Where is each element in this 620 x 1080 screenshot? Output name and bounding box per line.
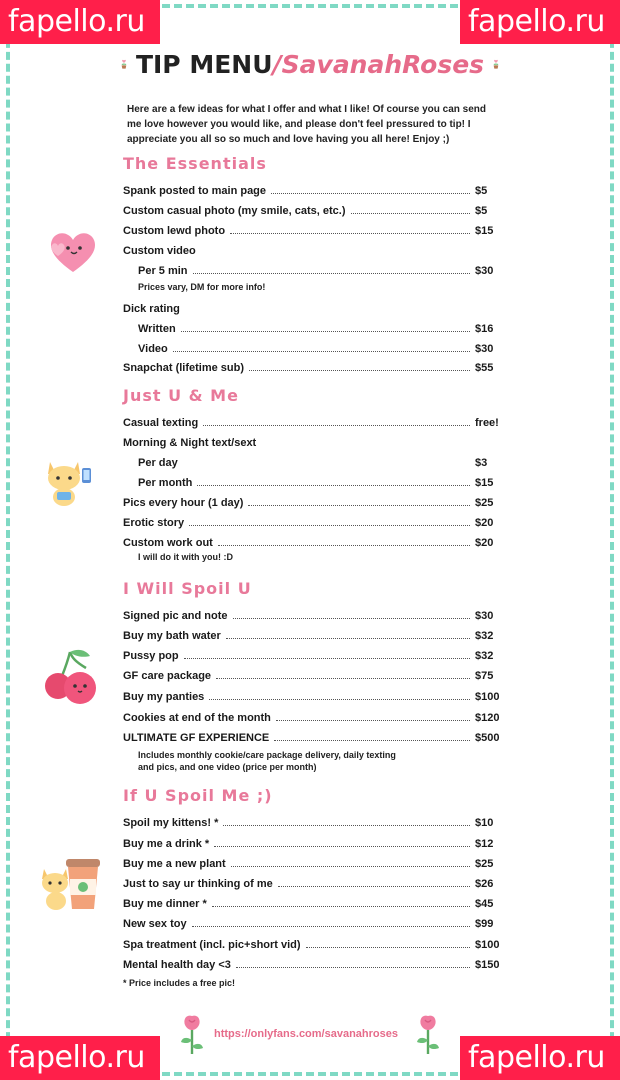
item-label: New sex toy [123,918,187,930]
item-price: $30 [475,610,494,622]
essentials-note: Prices vary, DM for more info! [138,282,266,292]
item-label: Snapchat (lifetime sub) [123,362,245,374]
item-price: $15 [475,477,494,489]
dot-leader [214,846,470,847]
dot-leader [193,273,470,274]
menu-item [123,648,503,662]
item-price: $32 [475,650,494,662]
creator-name: SavanahRoses [281,49,485,79]
menu-item [123,608,503,622]
item-price: $10 [475,817,494,829]
item-label: Buy my panties [123,691,205,703]
potted-plant-icon [492,49,500,79]
menu-item [123,243,503,257]
menu-subitem [138,475,503,489]
section-title-essentials: The Essentials [123,154,267,173]
item-label: Buy me a drink * [123,838,210,850]
item-price: $100 [475,691,500,703]
section-title-spoil-me: If U Spoil Me ;) [123,786,273,805]
dot-leader [249,370,470,371]
dot-leader [192,926,470,927]
menu-subitem [138,341,503,355]
menu-item [123,856,503,870]
menu-item [123,836,503,850]
dot-leader [223,825,470,826]
item-price: $25 [475,858,494,870]
item-label: Written [138,323,176,335]
item-label: Morning & Night text/sext [123,437,257,449]
gf-experience-note-line2: and pics, and one video (price per month) [138,762,317,772]
dot-leader [351,213,470,214]
dot-leader [248,505,470,506]
item-price: $30 [475,343,494,355]
dot-leader [274,740,470,741]
item-price: $16 [475,323,494,335]
menu-item [123,668,503,682]
title-main: TIP MENU [135,49,273,79]
gf-experience-note-line1: Includes monthly cookie/care package delivery, daily texting [138,750,396,760]
item-price: $99 [475,918,494,930]
section-title-spoil-u: I Will Spoil U [123,579,252,598]
menu-item [123,916,503,930]
item-label: Custom video [123,245,196,257]
item-price: $32 [475,630,494,642]
dot-leader [189,525,470,526]
menu-item [123,896,503,910]
item-price: $55 [475,362,494,374]
dot-leader [218,545,470,546]
item-label: Spank posted to main page [123,185,267,197]
page-title [136,50,484,79]
dot-leader [271,193,470,194]
item-label: Spoil my kittens! * [123,817,219,829]
item-label: Erotic story [123,517,185,529]
item-label: Dick rating [123,303,180,315]
dot-leader [236,967,470,968]
item-label: Per day [138,457,178,469]
cat-with-coffee-icon [40,855,104,913]
menu-item [123,730,503,744]
potted-plant-icon [120,49,128,79]
item-label: Buy me dinner * [123,898,207,910]
item-label: Cookies at end of the month [123,712,271,724]
item-price: $12 [475,838,494,850]
page-header [120,46,500,82]
item-price: $45 [475,898,494,910]
item-label: Just to say ur thinking of me [123,878,273,890]
rose-icon [413,1012,443,1056]
menu-item [123,815,503,829]
menu-item [123,203,503,217]
dot-leader [306,947,470,948]
item-label: Video [138,343,168,355]
item-label: GF care package [123,670,212,682]
item-label: Buy me a new plant [123,858,226,870]
menu-item [123,183,503,197]
heart-character-icon [46,228,100,276]
menu-subitem [138,455,503,469]
menu-item [123,415,503,429]
item-label: Custom lewd photo [123,225,226,237]
dot-leader [203,425,470,426]
item-label: Per month [138,477,193,489]
item-label: Buy my bath water [123,630,221,642]
menu-subitem [138,263,503,277]
watermark-top-left: fapello.ru [0,0,160,44]
item-price: $20 [475,517,494,529]
watermark-bottom-left: fapello.ru [0,1036,160,1080]
item-label: Custom casual photo (my smile, cats, etc.) [123,205,346,217]
item-price: $75 [475,670,494,682]
menu-item [123,628,503,642]
item-price: $100 [475,939,500,951]
dot-leader [216,678,470,679]
cat-with-phone-icon [42,452,98,508]
item-label: Mental health day <3 [123,959,231,971]
section-title-just-u-me: Just U & Me [123,386,239,405]
item-price: $5 [475,205,488,217]
dot-leader [226,638,470,639]
menu-item [123,301,503,315]
dot-leader [231,866,470,867]
item-label: Casual texting [123,417,199,429]
dot-leader [209,699,470,700]
item-label: Signed pic and note [123,610,228,622]
free-pic-note: * Price includes a free pic! [123,978,236,988]
item-label: ULTIMATE GF EXPERIENCE [123,732,270,744]
menu-item [123,876,503,890]
menu-subitem [138,321,503,335]
menu-item [123,689,503,703]
item-label: Custom work out [123,537,213,549]
workout-note: I will do it with you! :D [138,552,233,562]
watermark-bottom-right: fapello.ru [460,1036,620,1080]
menu-item [123,957,503,971]
item-price: $500 [475,732,500,744]
item-label: Pussy pop [123,650,179,662]
menu-item [123,515,503,529]
item-price: $15 [475,225,494,237]
item-price: $30 [475,265,494,277]
dot-leader [212,906,470,907]
item-price: $25 [475,497,494,509]
dot-leader [181,331,470,332]
item-label: Per 5 min [138,265,188,277]
title-slash: / [272,49,282,79]
dot-leader [173,351,470,352]
menu-item [123,937,503,951]
menu-item [123,710,503,724]
item-price: free! [475,417,499,429]
dot-leader [276,720,470,721]
cherry-icon [42,648,100,710]
rose-icon [177,1012,207,1056]
item-label: Pics every hour (1 day) [123,497,244,509]
menu-item [123,360,503,374]
item-price: $120 [475,712,500,724]
menu-item [123,495,503,509]
dot-leader [197,485,470,486]
item-price: $5 [475,185,488,197]
dot-leader [184,658,470,659]
intro-text: Here are a few ideas for what I offer and what I like! Of course you can send me love however you would like, and please don't feel pressured to tip! I appreciate you all so so much and love having you all here! Enjoy ;) [127,104,486,145]
dot-leader [278,886,470,887]
menu-item [123,535,503,549]
item-price: $26 [475,878,494,890]
item-price: $20 [475,537,494,549]
item-price: $3 [475,457,488,469]
menu-item [123,223,503,237]
dot-leader [233,618,470,619]
watermark-top-right: fapello.ru [460,0,620,44]
item-price: $150 [475,959,500,971]
dot-leader [230,233,470,234]
item-label: Spa treatment (incl. pic+short vid) [123,939,301,951]
menu-item [123,435,503,449]
onlyfans-link[interactable]: https://onlyfans.com/savanahroses [214,1028,398,1040]
